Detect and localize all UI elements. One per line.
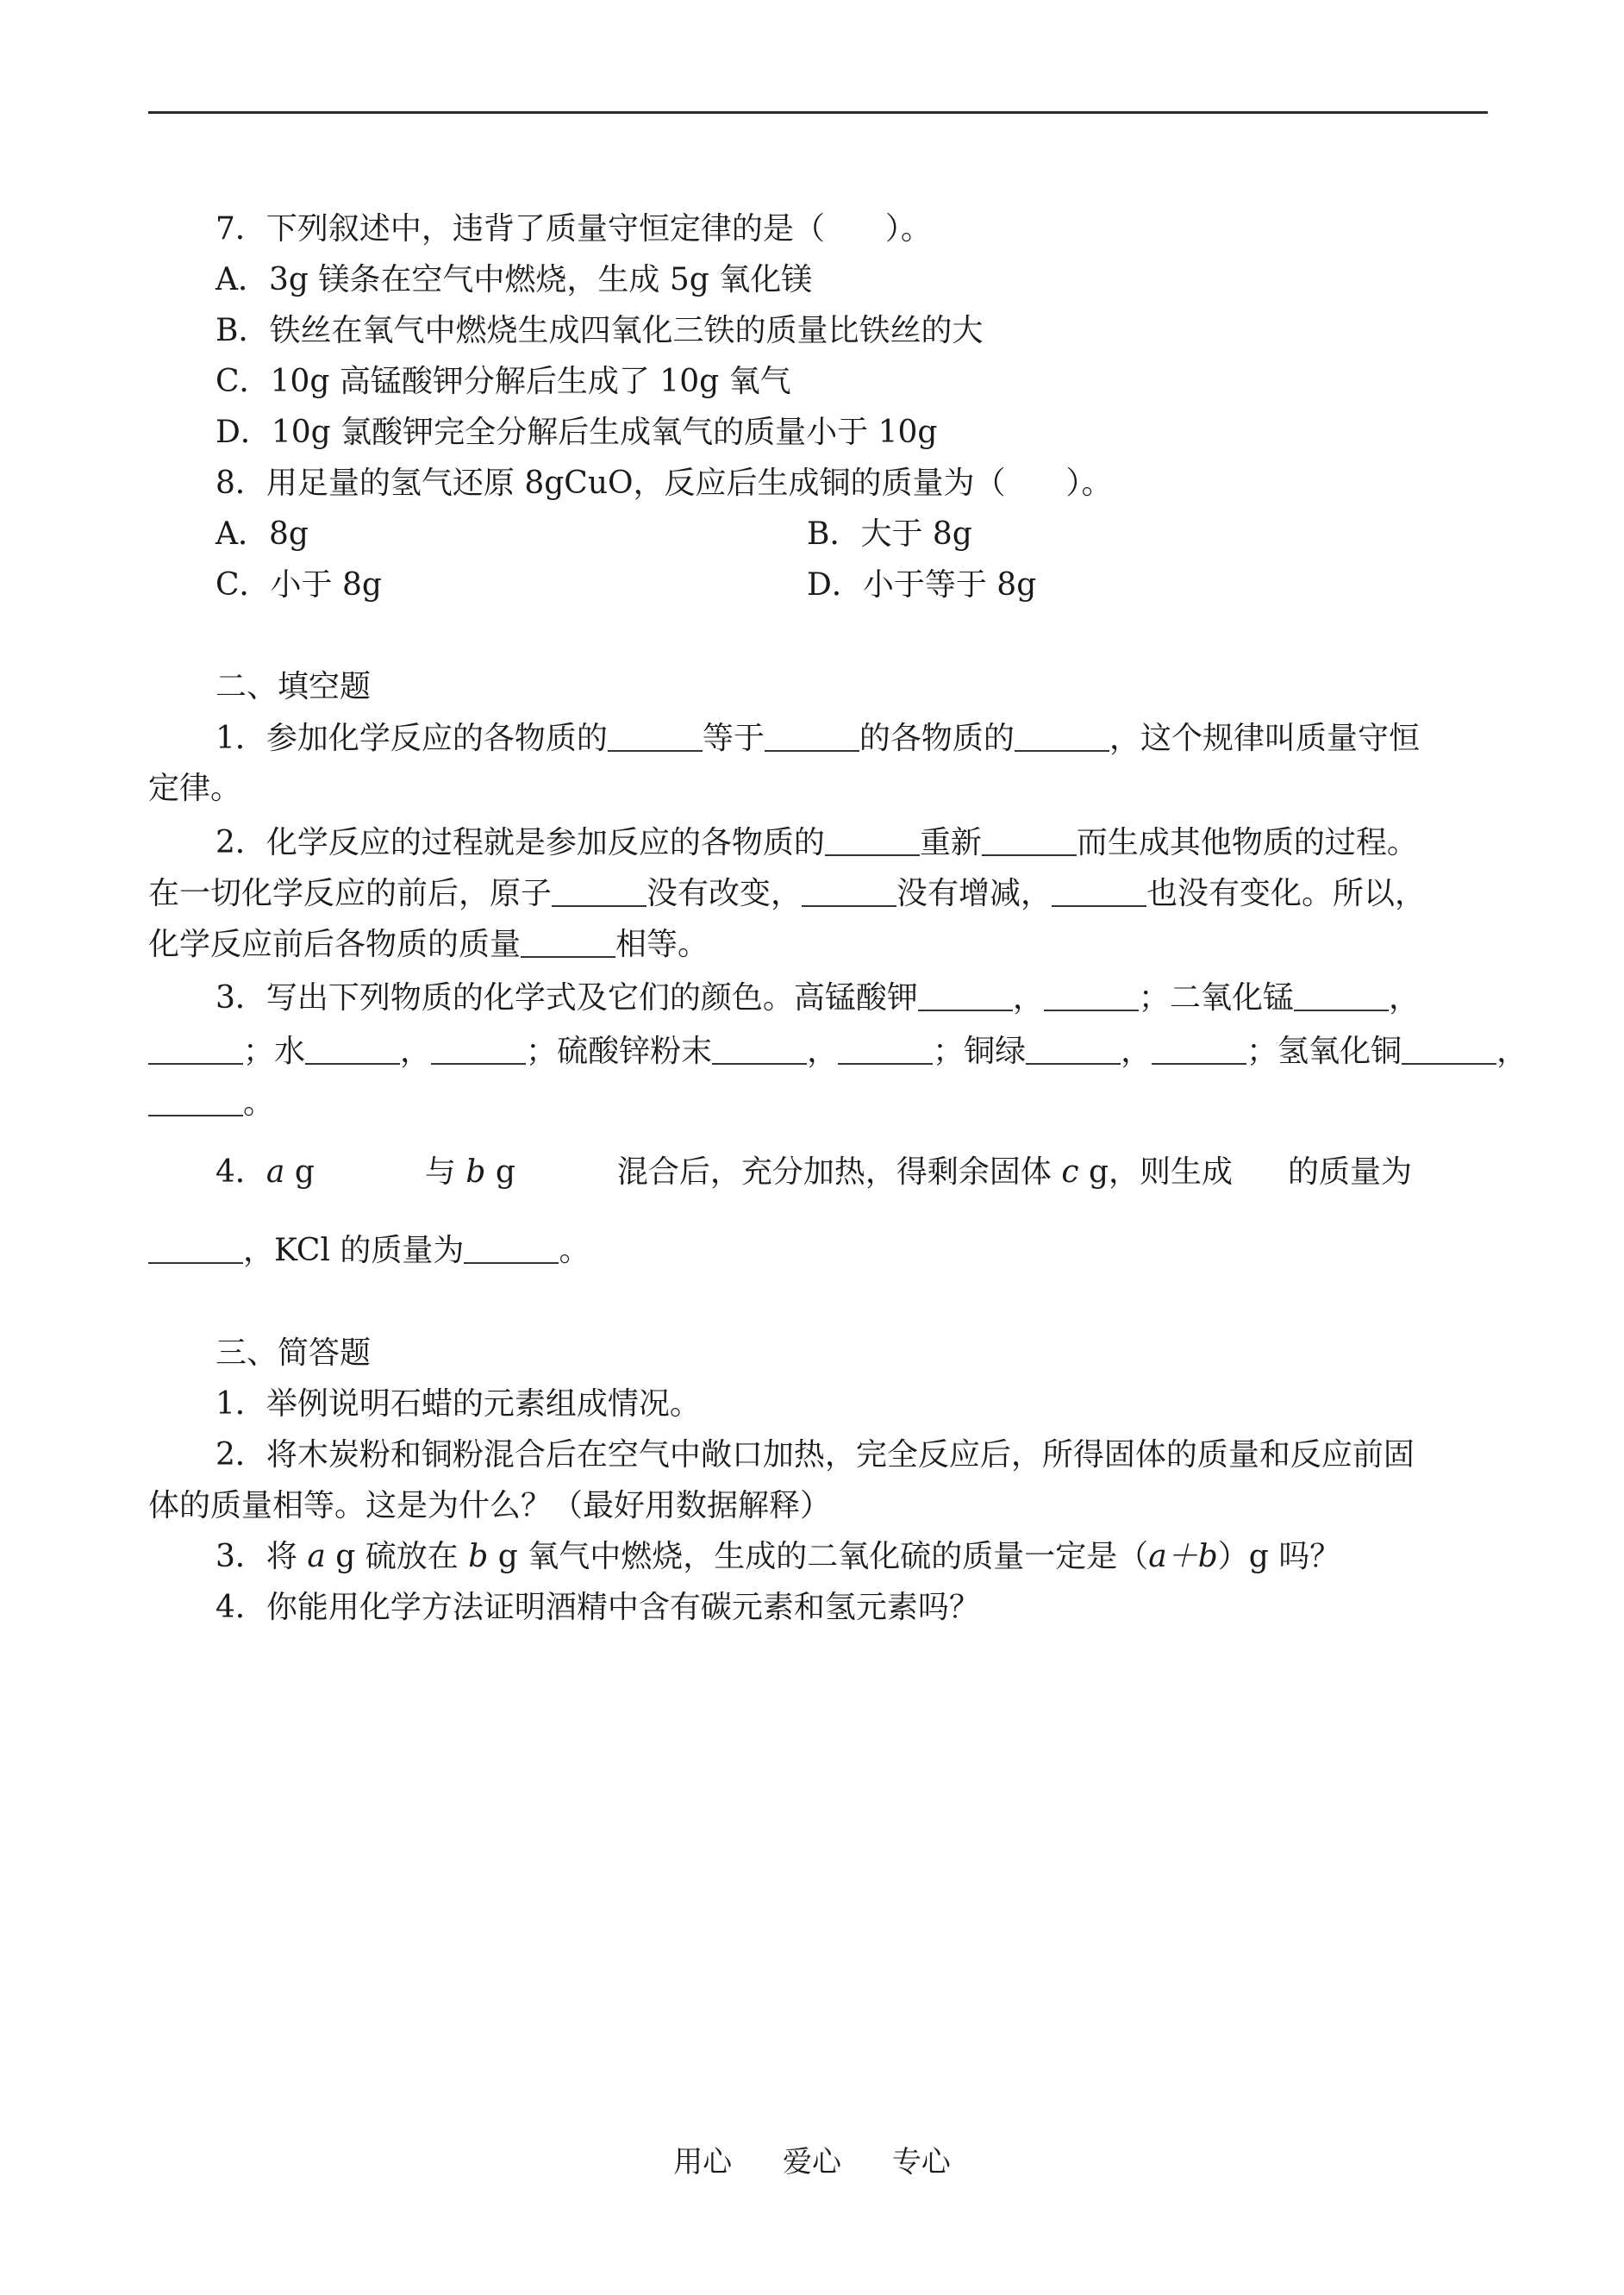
answer-blank[interactable]: [1026, 1032, 1121, 1065]
answer-blank[interactable]: [1044, 979, 1139, 1011]
short-q4: 4．你能用化学方法证明酒精中含有碳元素和氢元素吗？: [215, 1590, 980, 1625]
q8-option-d: D．小于等于 8g: [807, 567, 1037, 603]
q7-stem: 7．下列叙述中，违背了质量守恒定律的是（ ）。: [215, 211, 932, 247]
answer-blank[interactable]: [148, 1084, 243, 1116]
header-rule: [148, 111, 1488, 114]
q7-option-b: B．铁丝在氧气中燃烧生成四氧化三铁的质量比铁丝的大: [215, 313, 984, 348]
q8-option-b: B．大于 8g: [807, 516, 972, 552]
answer-blank[interactable]: [1015, 719, 1109, 752]
answer-blank[interactable]: [802, 874, 896, 907]
page-footer: [0, 2138, 1624, 2180]
short-q2-line2: 体的质量相等。这是为什么？（最好用数据解释）: [148, 1488, 832, 1523]
answer-blank[interactable]: [1052, 874, 1146, 907]
answer-blank[interactable]: [305, 1032, 400, 1065]
q7-option-d: D．10g 氯酸钾完全分解后生成氧气的质量小于 10g: [215, 415, 938, 450]
fill-q3-line1: 3．写出下列物质的化学式及它们的颜色。高锰酸钾 ， ；二氧化锰 ，: [215, 980, 1420, 1016]
answer-blank[interactable]: [552, 874, 646, 907]
q8-option-a: A．8g: [215, 516, 309, 552]
short-q3: 3．将 a g 硫放在 b g 氧气中燃烧，生成的二氧化硫的质量一定是（a＋b）g 吗？: [215, 1539, 1341, 1574]
answer-blank[interactable]: [521, 925, 615, 958]
fill-q4-line1: 4．a g 与 b g 混合后，充分加热，得剩余固体 c g，则生成 的质量为: [215, 1154, 1413, 1190]
footer-word: 专心: [891, 2145, 951, 2179]
answer-blank[interactable]: [148, 1231, 243, 1264]
answer-blank[interactable]: [712, 1032, 807, 1065]
fill-q3-line2: ；水 ， ；硫酸锌粉末 ， ；铜绿 ， ；氢氧化铜 ，: [148, 1032, 1527, 1071]
answer-blank[interactable]: [148, 1032, 243, 1065]
footer-word: 爱心: [783, 2145, 841, 2179]
fill-q1-line1: 1．参加化学反应的各物质的 等于 的各物质的 ，这个规律叫质量守恒: [215, 721, 1420, 756]
footer-word: 用心: [673, 2145, 733, 2179]
fill-q1-line2: 定律。: [148, 771, 242, 806]
short-q2-line1: 2．将木炭粉和铜粉混合后在空气中敞口加热，完全反应后，所得固体的质量和反应前固: [215, 1437, 1415, 1473]
q8-stem: 8．用足量的氢气还原 8gCuO，反应后生成铜的质量为（ ）。: [215, 466, 1113, 501]
section-fill-blank-title: 二、填空题: [215, 669, 372, 704]
answer-blank[interactable]: [464, 1231, 559, 1264]
answer-blank[interactable]: [1294, 979, 1389, 1011]
answer-blank[interactable]: [838, 1032, 933, 1065]
fill-q4-line2: ，KCl 的质量为 。: [148, 1231, 590, 1270]
answer-blank[interactable]: [1152, 1032, 1246, 1065]
fill-q3-line3: 。: [148, 1084, 274, 1122]
short-q1: 1．举例说明石蜡的元素组成情况。: [215, 1386, 701, 1422]
answer-blank[interactable]: [918, 979, 1013, 1011]
answer-blank[interactable]: [765, 719, 859, 752]
fill-q2-line2: 在一切化学反应的前后，原子 没有改变， 没有增减， 也没有变化。所以，: [148, 876, 1427, 911]
answer-blank[interactable]: [1402, 1032, 1496, 1065]
section-short-answer-title: 三、简答题: [215, 1335, 372, 1371]
answer-blank[interactable]: [608, 719, 703, 752]
fill-q2-line3: 化学反应前后各物质的质量 相等。: [148, 927, 709, 962]
q7-option-c: C．10g 高锰酸钾分解后生成了 10g 氧气: [215, 364, 791, 399]
fill-q2-line1: 2．化学反应的过程就是参加反应的各物质的 重新 而生成其他物质的过程。: [215, 825, 1418, 860]
answer-blank[interactable]: [825, 823, 920, 856]
q8-option-c: C．小于 8g: [215, 567, 382, 603]
answer-blank[interactable]: [431, 1032, 526, 1065]
answer-blank[interactable]: [982, 823, 1077, 856]
q7-option-a: A．3g 镁条在空气中燃烧，生成 5g 氧化镁: [215, 262, 813, 297]
